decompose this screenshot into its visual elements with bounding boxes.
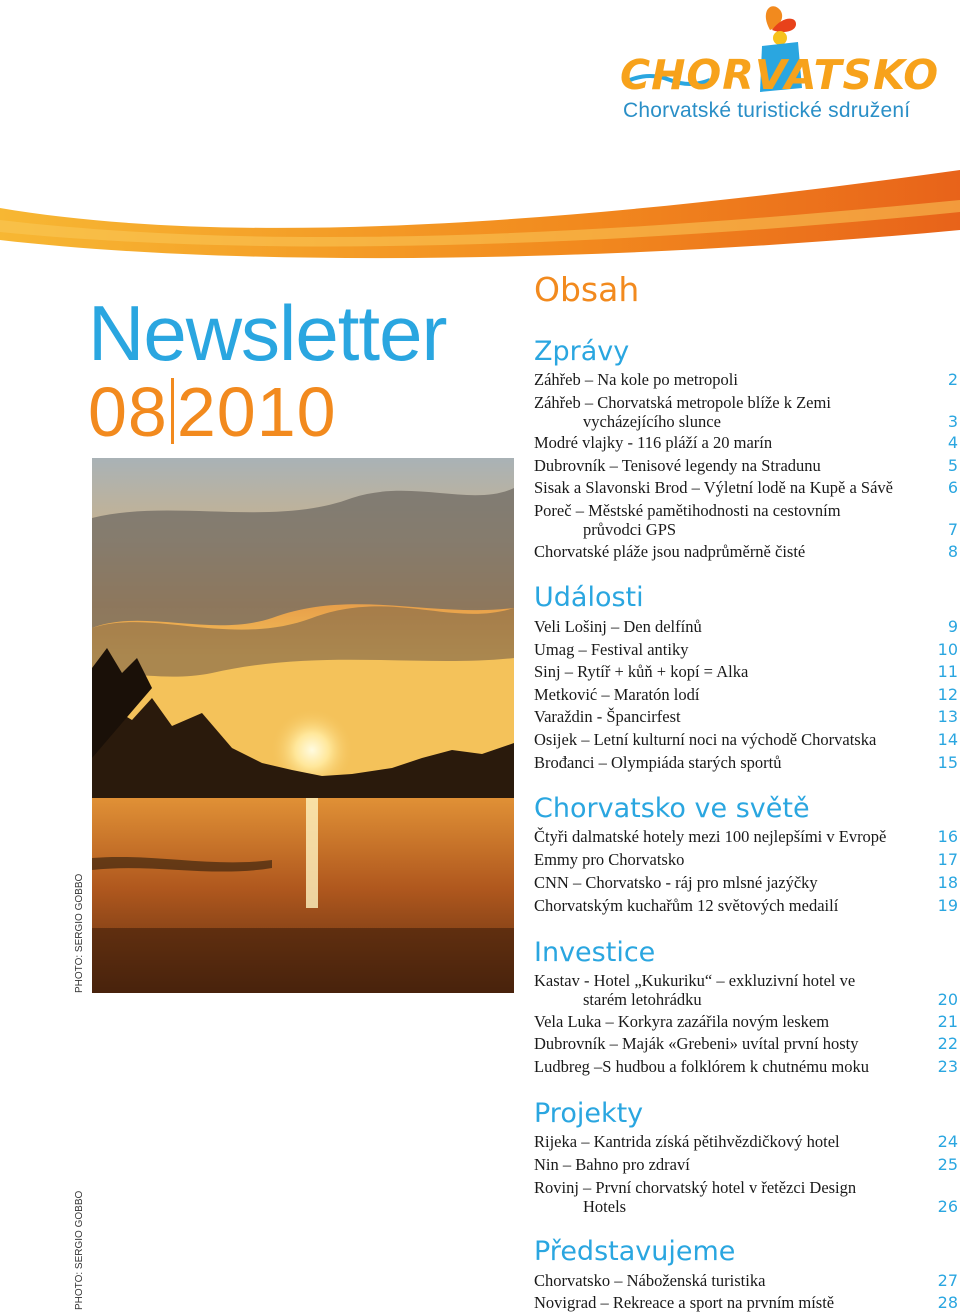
entry-text: Dubrovník – Tenisové legendy na Stradunu — [534, 456, 821, 475]
entry-text: Chorvatské pláže jsou nadprůměrně čisté — [534, 542, 806, 561]
entry-page: 11 — [937, 662, 958, 681]
entry-page: 18 — [937, 873, 958, 892]
entry-text: Záhřeb – Chorvatská metropole blíže k Zemi vycházejícího slunce — [534, 393, 831, 431]
entry-text: Osijek – Letní kulturní noci na východě Chorvatska — [534, 730, 877, 749]
entry-text: Dubrovník – Maják «Grebeni» uvítal první hosty — [534, 1034, 859, 1053]
toc-entry[interactable] — [534, 685, 960, 704]
issue-month: 08 — [88, 373, 168, 451]
toc-entry[interactable] — [534, 370, 960, 389]
entry-page: 20 — [937, 990, 958, 1009]
entry-page: 21 — [937, 1012, 958, 1031]
entry-page: 4 — [947, 433, 958, 452]
entry-text: CNN – Chorvatsko - ráj pro mlsné jazýčky — [534, 873, 818, 892]
toc-entry[interactable] — [534, 1178, 960, 1216]
entry-text: Novigrad – Rekreace a sport na prvním místě — [534, 1293, 835, 1312]
toc-entry[interactable] — [534, 1271, 960, 1290]
section-heading: Projekty — [534, 1098, 644, 1129]
entry-page: 28 — [937, 1293, 958, 1312]
toc-entry[interactable] — [534, 1293, 960, 1312]
entry-page: 27 — [937, 1271, 958, 1290]
entry-text: Nin – Bahno pro zdraví — [534, 1155, 690, 1174]
entry-page: 7 — [947, 520, 958, 539]
toc-entry[interactable] — [534, 393, 960, 431]
entry-text: Brođanci – Olympiáda starých sportů — [534, 753, 782, 772]
entry-text: Rovinj – První chorvatský hotel v řetězci Design Hotels — [534, 1178, 857, 1216]
entry-text: Chorvatsko – Náboženská turistika — [534, 1271, 766, 1290]
entry-page: 13 — [937, 707, 958, 726]
newsletter-title: Newsletter — [88, 289, 447, 377]
sunset-photo — [92, 458, 514, 993]
toc-entry[interactable] — [534, 971, 960, 1009]
section-heading: Události — [534, 582, 644, 613]
entry-page: 9 — [947, 617, 958, 636]
toc-entry[interactable] — [534, 542, 960, 561]
entry-page: 15 — [937, 753, 958, 772]
toc-entry[interactable] — [534, 707, 960, 726]
entry-page: 17 — [937, 850, 958, 869]
toc-entry[interactable] — [534, 433, 960, 452]
entry-page: 14 — [937, 730, 958, 749]
toc-entry[interactable] — [534, 1132, 960, 1151]
entry-text: Emmy pro Chorvatsko — [534, 850, 685, 869]
toc-entry[interactable] — [534, 850, 960, 869]
newsletter-issue — [88, 372, 337, 452]
toc-entry[interactable] — [534, 662, 960, 681]
entry-page: 10 — [937, 640, 958, 659]
toc-entry[interactable] — [534, 617, 960, 636]
section-heading: Chorvatsko ve světě — [534, 793, 810, 824]
entry-text: Vela Luka – Korkyra zazářila novým leskem — [534, 1012, 830, 1031]
toc-entry[interactable] — [534, 501, 960, 539]
toc-entry[interactable] — [534, 1012, 960, 1031]
toc-entry[interactable] — [534, 456, 960, 475]
entry-page: 26 — [937, 1197, 958, 1216]
entry-page: 25 — [937, 1155, 958, 1174]
section-heading: Investice — [534, 937, 656, 968]
entry-text: Poreč – Městské pamětihodnosti na cestovním průvodci GPS — [534, 501, 841, 539]
entry-page: 16 — [937, 827, 958, 846]
toc-entry[interactable] — [534, 873, 960, 892]
entry-page: 24 — [937, 1132, 958, 1151]
entry-text: Záhřeb – Na kole po metropoli — [534, 370, 738, 389]
entry-text: Kastav - Hotel „Kukuriku“ – exkluzivní hotel ve starém letohrádku — [534, 971, 856, 1009]
entry-page: 23 — [937, 1057, 958, 1076]
toc-title: Obsah — [534, 270, 640, 309]
section-heading: Představujeme — [534, 1236, 736, 1267]
sunset-river-image — [92, 458, 514, 993]
logo-wordmark: CHORVATSKO — [620, 51, 940, 99]
toc-entry[interactable] — [534, 1057, 960, 1076]
toc-entry[interactable] — [534, 753, 960, 772]
entry-text: Modré vlajky - 116 pláží a 20 marín — [534, 433, 773, 452]
entry-text: Sinj – Rytíř + kůň + kopí = Alka — [534, 662, 749, 681]
entry-text: Chorvatským kuchařům 12 světových medailí — [534, 896, 839, 915]
photo-credit: PHOTO: SERGIO GOBBO — [74, 873, 85, 993]
logo-subtitle: Chorvatské turistické sdružení — [623, 99, 911, 122]
toc-entry[interactable] — [534, 1155, 960, 1174]
entry-text: Metković – Maratón lodí — [534, 685, 700, 704]
entry-page: 3 — [947, 412, 958, 431]
logo — [620, 2, 940, 127]
entry-text: Čtyři dalmatské hotely mezi 100 nejlepšími v Evropě — [534, 827, 887, 846]
toc-entry[interactable] — [534, 730, 960, 749]
entry-page: 8 — [947, 542, 958, 561]
entry-text: Veli Lošinj – Den delfínů — [534, 617, 702, 636]
entry-text: Sisak a Slavonski Brod – Výletní lodě na Kupě a Sávě — [534, 478, 893, 497]
entry-text: Rijeka – Kantrida získá pětihvězdičkový hotel — [534, 1132, 840, 1151]
photo-credit-2: PHOTO: SERGIO GOBBO — [74, 1190, 85, 1310]
entry-page: 22 — [937, 1034, 958, 1053]
toc-entry[interactable] — [534, 1034, 960, 1053]
entry-page: 2 — [947, 370, 958, 389]
orange-swoosh — [0, 160, 960, 270]
toc-entry[interactable] — [534, 478, 960, 497]
toc-entry[interactable] — [534, 640, 960, 659]
entry-page: 6 — [947, 478, 958, 497]
toc-entry[interactable] — [534, 827, 960, 846]
entry-page: 12 — [937, 685, 958, 704]
entry-text: Varaždin - Špancirfest — [534, 707, 681, 726]
issue-separator — [171, 378, 174, 444]
entry-page: 19 — [937, 896, 958, 915]
issue-year: 2010 — [176, 373, 337, 451]
toc-entry[interactable] — [534, 896, 960, 915]
entry-text: Ludbreg –S hudbou a folklórem k chutnému moku — [534, 1057, 869, 1076]
entry-text: Umag – Festival antiky — [534, 640, 689, 659]
entry-page: 5 — [947, 456, 958, 475]
section-heading: Zprávy — [534, 336, 630, 367]
